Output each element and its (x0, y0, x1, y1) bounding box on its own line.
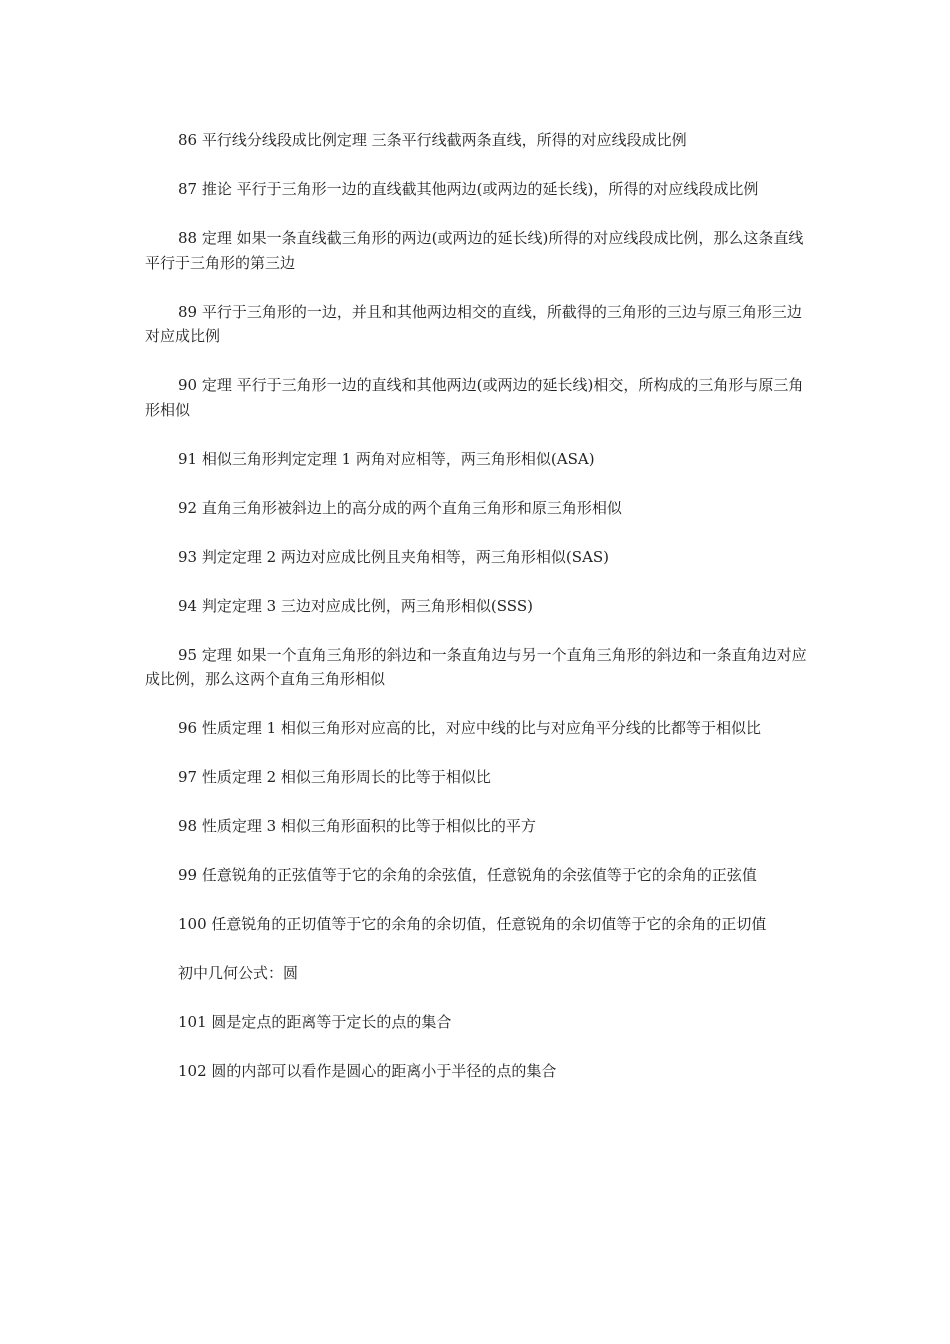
paragraph-94: 94 判定定理 3 三边对应成比例，两三角形相似(SSS) (178, 596, 533, 615)
paragraph-101: 101 圆是定点的距离等于定长的点的集合 (178, 1013, 452, 1031)
paragraph-100: 100 任意锐角的正切值等于它的余角的余切值，任意锐角的余切值等于它的余角的正切值 (178, 915, 767, 933)
paragraph-91: 91 相似三角形判定定理 1 两角对应相等，两三角形相似(ASA) (178, 449, 595, 468)
paragraph-89: 89 平行于三角形的一边，并且和其他两边相交的直线，所截得的三角形的三边与原三角形三边对应成比例 (145, 302, 802, 345)
document-body (145, 128, 809, 1108)
paragraph-99: 99 任意锐角的正弦值等于它的余角的余弦值，任意锐角的余弦值等于它的余角的正弦值 (178, 866, 757, 884)
paragraph-87: 87 推论 平行于三角形一边的直线截其他两边(或两边的延长线)，所得的对应线段成比例 (178, 180, 759, 198)
paragraph-96: 96 性质定理 1 相似三角形对应高的比，对应中线的比与对应角平分线的比都等于相似比 (178, 719, 761, 737)
paragraph-86: 86 平行线分线段成比例定理 三条平行线截两条直线，所得的对应线段成比例 (178, 131, 687, 149)
section-heading-circle: 初中几何公式：圆 (178, 964, 299, 982)
paragraph-90: 90 定理 平行于三角形一边的直线和其他两边(或两边的延长线)相交，所构成的三角形与原三角形相似 (145, 376, 804, 419)
paragraph-97: 97 性质定理 2 相似三角形周长的比等于相似比 (178, 768, 491, 786)
paragraph-92: 92 直角三角形被斜边上的高分成的两个直角三角形和原三角形相似 (178, 498, 622, 517)
paragraph-88: 88 定理 如果一条直线截三角形的两边(或两边的延长线)所得的对应线段成比例，那么这条直线平行于三角形的第三边 (145, 229, 804, 272)
paragraph-95: 95 定理 如果一个直角三角形的斜边和一条直角边与另一个直角三角形的斜边和一条直角边对应成比例，那么这两个直角三角形相似 (145, 645, 807, 688)
paragraph-93: 93 判定定理 2 两边对应成比例且夹角相等，两三角形相似(SAS) (178, 547, 610, 566)
paragraph-102: 102 圆的内部可以看作是圆心的距离小于半径的点的集合 (178, 1062, 557, 1080)
paragraph-98: 98 性质定理 3 相似三角形面积的比等于相似比的平方 (178, 817, 536, 835)
